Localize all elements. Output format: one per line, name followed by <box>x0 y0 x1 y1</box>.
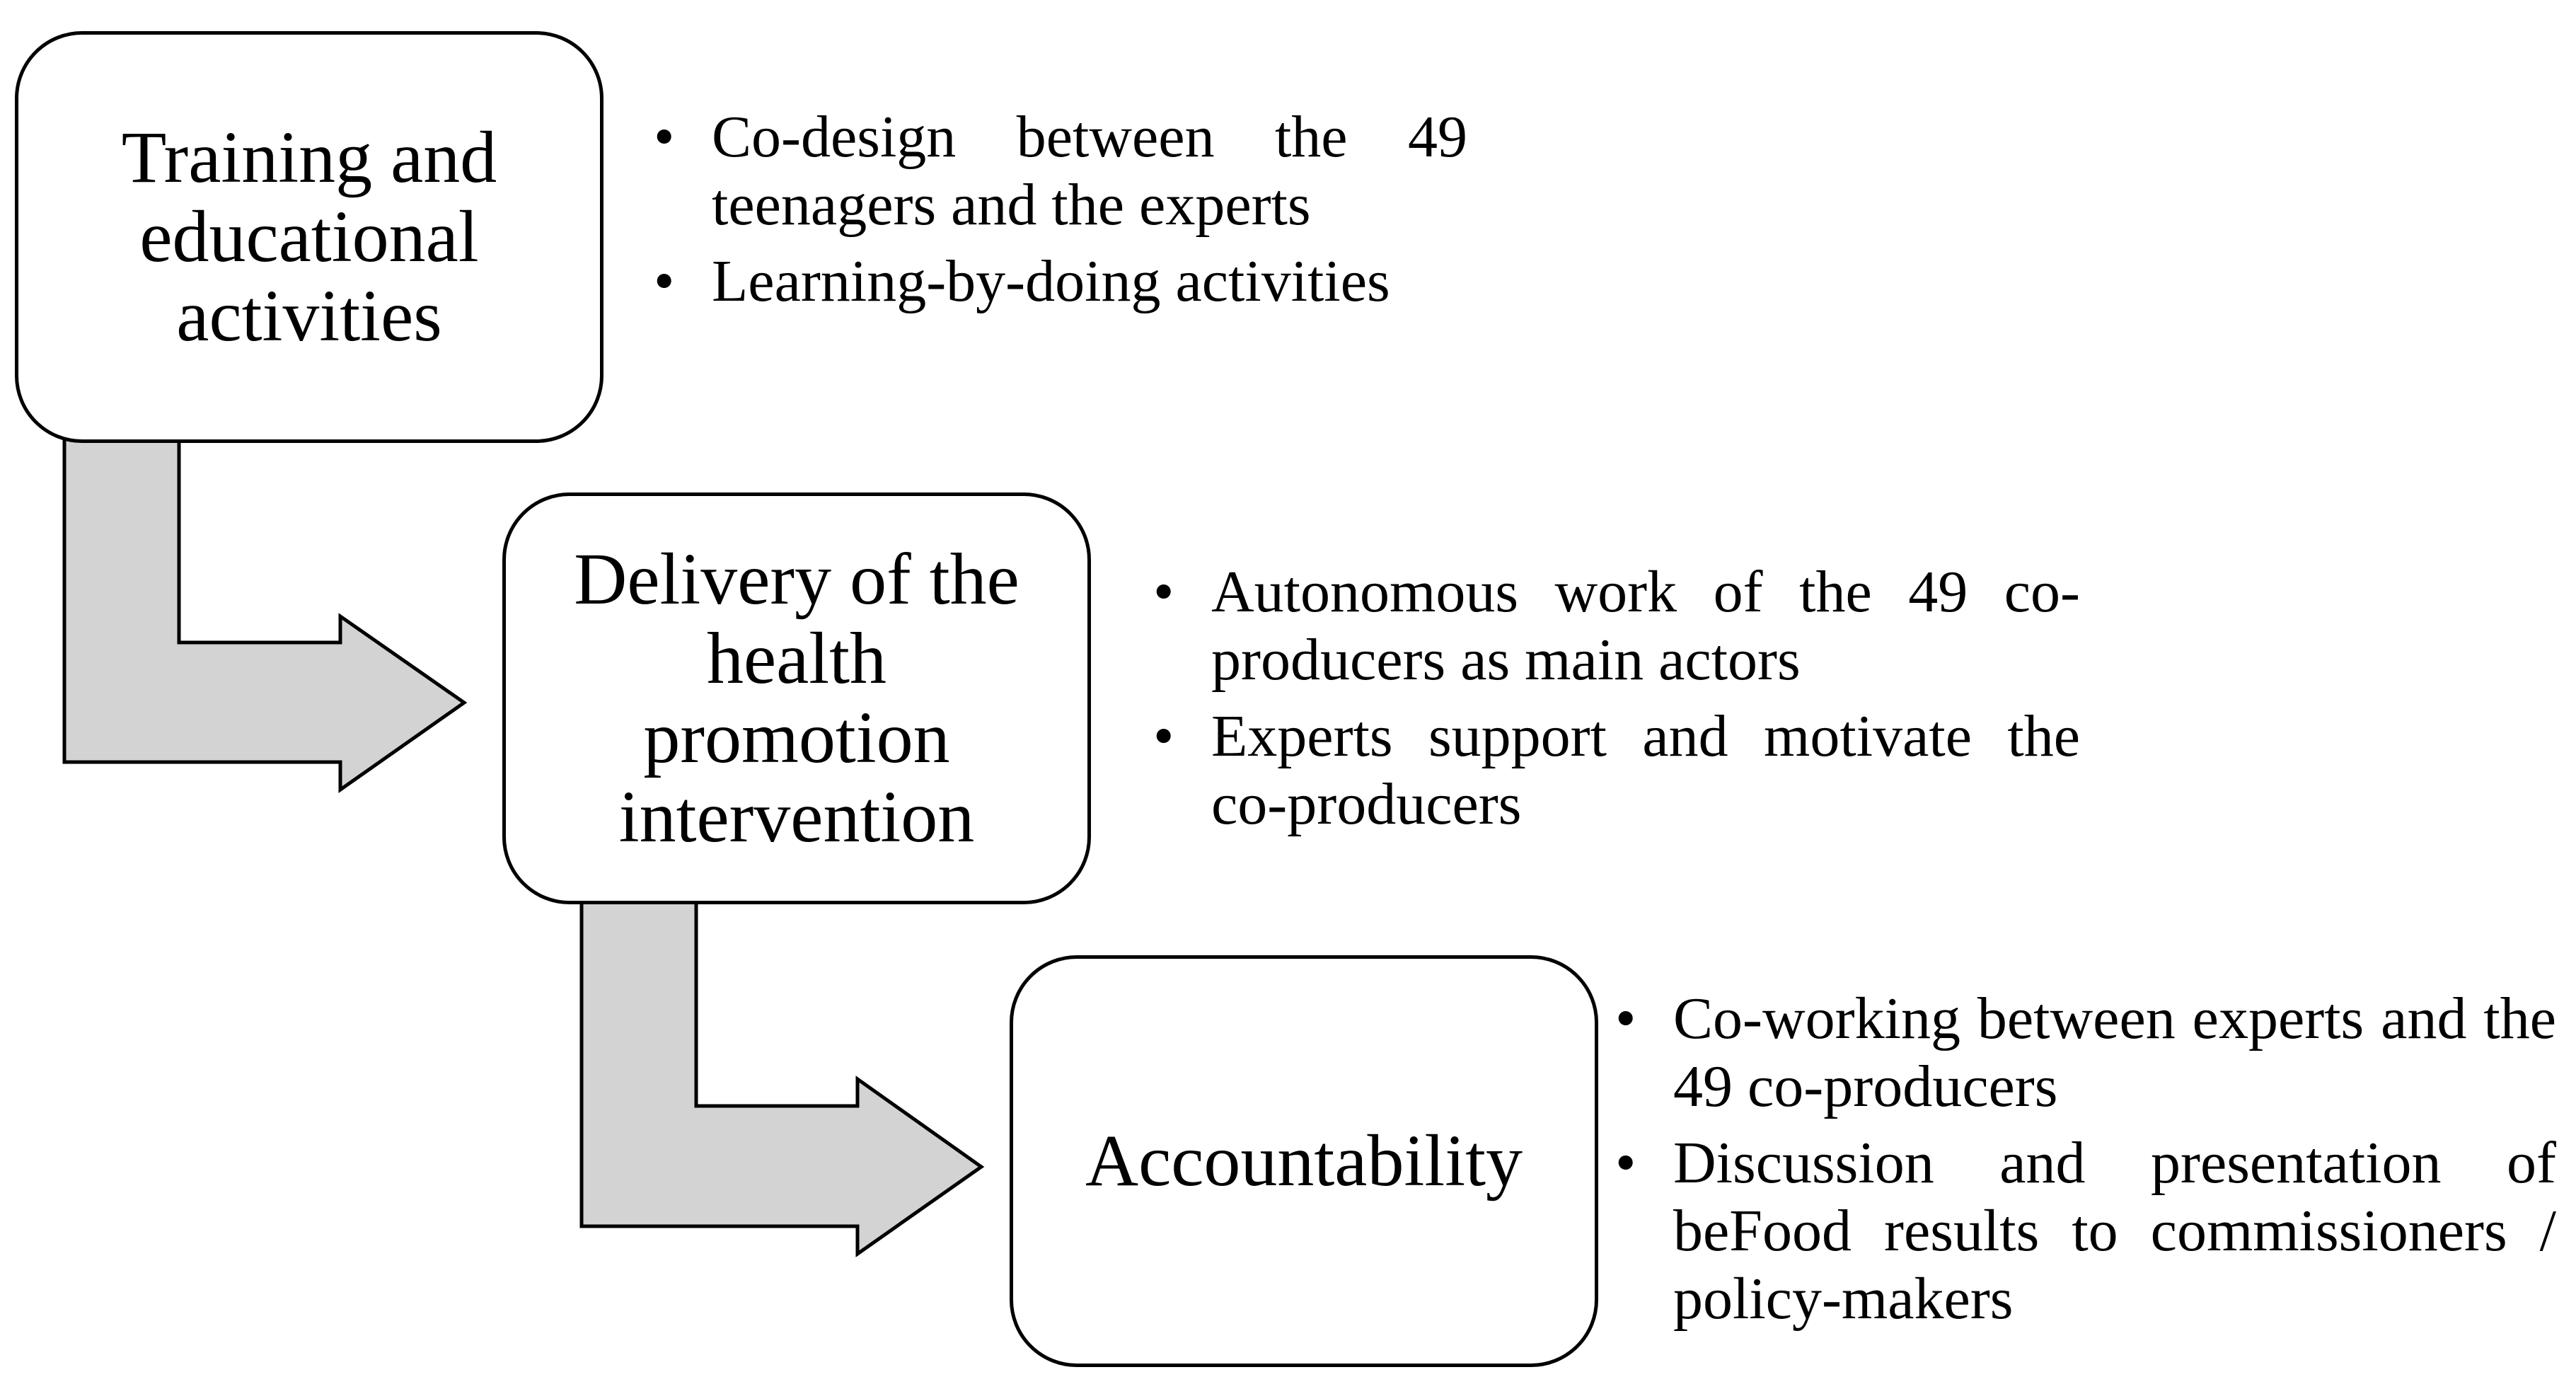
bullet-text: Autonomous work of the 49 co-producers as main actors <box>1211 559 2080 693</box>
bullet-text: Discussion and presentation of beFood results to commissioners / policy-makers <box>1673 1130 2556 1332</box>
bullet-icon: • <box>654 104 675 170</box>
stage-box-accountability <box>1010 955 1598 1367</box>
bent-arrow-icon <box>64 421 464 790</box>
bullet-icon: • <box>1153 559 1174 625</box>
bullet-icon: • <box>1615 1130 1636 1196</box>
stage-box-delivery <box>502 492 1091 904</box>
bullet-item <box>1153 558 2080 694</box>
bullet-icon: • <box>654 248 675 314</box>
bullet-item <box>654 103 1467 239</box>
bullet-text: Experts support and motivate the co-producers <box>1211 703 2080 837</box>
stage-title: Accountability <box>1085 1120 1523 1201</box>
bullet-list-training <box>654 103 1467 324</box>
bullet-list-accountability <box>1615 985 2556 1342</box>
stage-title: Delivery of the health promotion intervention <box>574 538 1020 858</box>
bullet-item <box>1615 985 2556 1121</box>
bullet-item <box>1615 1129 2556 1333</box>
bullet-item <box>1153 703 2080 838</box>
bullet-text: Co-working between experts and the 49 co-producers <box>1673 986 2556 1119</box>
stage-title: Training and educational activities <box>121 117 497 357</box>
bent-arrow-icon <box>582 887 981 1254</box>
stage-box-training <box>15 31 603 443</box>
bullet-icon: • <box>1615 986 1636 1051</box>
bullet-icon: • <box>1153 703 1174 769</box>
bullet-list-delivery <box>1153 558 2080 847</box>
bullet-text: Co-design between the 49 teenagers and the experts <box>712 104 1467 238</box>
bullet-text: Learning-by-doing activities <box>712 248 1390 314</box>
bullet-item <box>654 248 1467 316</box>
